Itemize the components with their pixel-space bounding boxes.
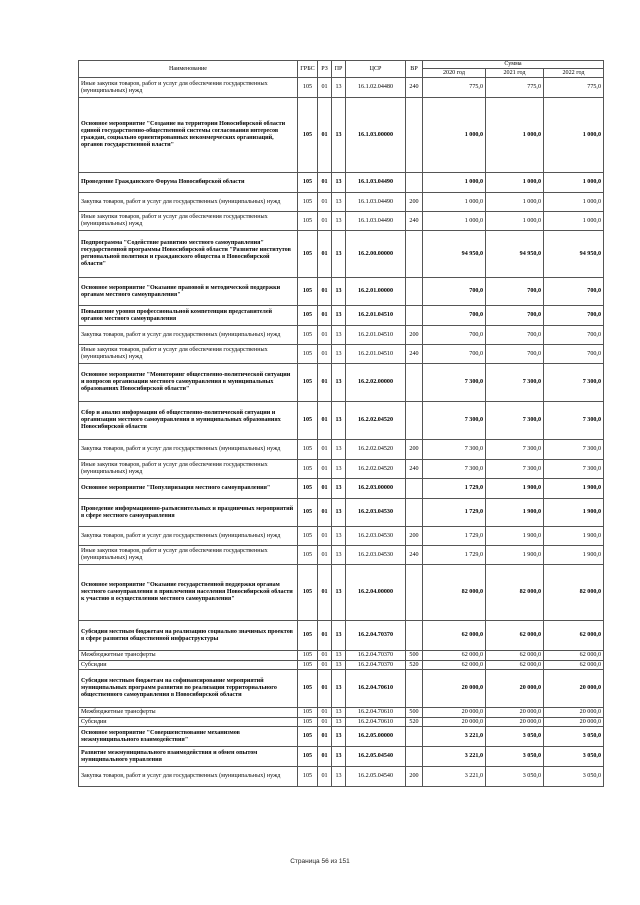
row-amount-2022: 1 900,0 xyxy=(544,546,604,565)
row-amount-2021: 1 900,0 xyxy=(486,527,544,546)
row-amount-2021: 1 900,0 xyxy=(486,546,544,565)
row-amount-2021: 1 000,0 xyxy=(486,212,544,231)
row-name: Основное мероприятие "Оказание государственной поддержки органам местного самоуправления в привлечении населения Новосибирской области к участию в осуществлении местного самоуправления" xyxy=(79,565,298,621)
row-pr: 13 xyxy=(332,98,346,173)
row-csr: 16.2.02.04520 xyxy=(346,440,406,460)
row-csr: 16.2.01.00000 xyxy=(346,278,406,306)
row-pr: 13 xyxy=(332,278,346,306)
row-amount-2021: 3 050,0 xyxy=(486,767,544,787)
row-amount-2021: 94 950,0 xyxy=(486,231,544,278)
row-vr: 520 xyxy=(406,661,423,670)
row-rz: 01 xyxy=(318,173,332,193)
row-amount-2020: 94 950,0 xyxy=(423,231,486,278)
row-amount-2021: 1 000,0 xyxy=(486,193,544,212)
row-vr xyxy=(406,479,423,499)
row-amount-2020: 7 300,0 xyxy=(423,460,486,479)
row-vr: 500 xyxy=(406,651,423,661)
row-rz: 01 xyxy=(318,479,332,499)
row-pr: 13 xyxy=(332,212,346,231)
row-amount-2020: 1 000,0 xyxy=(423,193,486,212)
row-pr: 13 xyxy=(332,460,346,479)
row-vr xyxy=(406,670,423,708)
table-row xyxy=(79,212,604,231)
header-year-2021: 2021 год xyxy=(486,69,544,78)
row-amount-2022: 700,0 xyxy=(544,278,604,306)
budget-sheet xyxy=(78,60,603,787)
row-amount-2020: 775,0 xyxy=(423,78,486,98)
row-name: Основное мероприятие "Создание на территории Новосибирской области единой государственно-общественной системы согласования интересов граждан, социально ориентированных некоммерческих организаций, органов государственной власти" xyxy=(79,98,298,173)
row-rz: 01 xyxy=(318,460,332,479)
row-name: Иные закупки товаров, работ и услуг для обеспечения государственных (муниципальных) нужд xyxy=(79,460,298,479)
row-amount-2020: 62 000,0 xyxy=(423,621,486,651)
row-amount-2021: 3 050,0 xyxy=(486,727,544,747)
row-csr: 16.2.04.70610 xyxy=(346,670,406,708)
row-grbs: 105 xyxy=(298,364,318,402)
row-amount-2020: 1 000,0 xyxy=(423,98,486,173)
row-name: Закупка товаров, работ и услуг для государственных (муниципальных) нужд xyxy=(79,326,298,345)
row-amount-2021: 82 000,0 xyxy=(486,565,544,621)
row-amount-2021: 20 000,0 xyxy=(486,718,544,727)
row-pr: 13 xyxy=(332,78,346,98)
row-name: Подпрограмма "Содействие развитию местного самоуправления" государственной программы Новосибирской области "Развитие институтов региональной политики и гражданского общества в Новосибирской области" xyxy=(79,231,298,278)
row-grbs: 105 xyxy=(298,621,318,651)
row-name: Субсидии местным бюджетам на реализацию социально значимых проектов в сфере развития общественной инфраструктуры xyxy=(79,621,298,651)
row-amount-2021: 20 000,0 xyxy=(486,670,544,708)
table-row xyxy=(79,479,604,499)
table-row xyxy=(79,651,604,661)
row-vr: 240 xyxy=(406,78,423,98)
row-csr: 16.1.03.04490 xyxy=(346,173,406,193)
row-amount-2021: 1 900,0 xyxy=(486,499,544,527)
row-name: Межбюджетные трансферты xyxy=(79,651,298,661)
row-pr: 13 xyxy=(332,479,346,499)
row-csr: 16.2.02.04520 xyxy=(346,402,406,440)
row-amount-2022: 700,0 xyxy=(544,326,604,345)
table-row xyxy=(79,402,604,440)
row-grbs: 105 xyxy=(298,98,318,173)
row-csr: 16.2.04.70370 xyxy=(346,621,406,651)
row-name: Повышение уровня профессиональной компетенции представителей органов местного самоуправления xyxy=(79,306,298,326)
row-pr: 13 xyxy=(332,621,346,651)
row-vr xyxy=(406,727,423,747)
row-csr: 16.2.03.00000 xyxy=(346,479,406,499)
row-rz: 01 xyxy=(318,499,332,527)
row-amount-2020: 82 000,0 xyxy=(423,565,486,621)
row-amount-2020: 3 221,0 xyxy=(423,747,486,767)
row-grbs: 105 xyxy=(298,306,318,326)
table-row xyxy=(79,708,604,718)
row-rz: 01 xyxy=(318,670,332,708)
row-amount-2022: 700,0 xyxy=(544,345,604,364)
row-rz: 01 xyxy=(318,546,332,565)
row-grbs: 105 xyxy=(298,193,318,212)
row-csr: 16.2.04.00000 xyxy=(346,565,406,621)
row-amount-2021: 775,0 xyxy=(486,78,544,98)
row-name: Иные закупки товаров, работ и услуг для обеспечения государственных (муниципальных) нужд xyxy=(79,212,298,231)
row-rz: 01 xyxy=(318,440,332,460)
row-rz: 01 xyxy=(318,651,332,661)
table-row xyxy=(79,193,604,212)
row-amount-2021: 7 300,0 xyxy=(486,402,544,440)
row-name: Субсидии xyxy=(79,661,298,670)
page-number: Страница 56 из 151 xyxy=(290,858,350,865)
row-rz: 01 xyxy=(318,708,332,718)
row-csr: 16.2.05.00000 xyxy=(346,727,406,747)
row-amount-2021: 1 000,0 xyxy=(486,173,544,193)
header-name: Наименование xyxy=(79,61,298,78)
row-vr xyxy=(406,499,423,527)
budget-table xyxy=(78,60,604,787)
row-name: Иные закупки товаров, работ и услуг для обеспечения государственных (муниципальных) нужд xyxy=(79,546,298,565)
row-rz: 01 xyxy=(318,326,332,345)
row-csr: 16.2.00.00000 xyxy=(346,231,406,278)
row-rz: 01 xyxy=(318,278,332,306)
row-vr: 240 xyxy=(406,460,423,479)
row-amount-2020: 3 221,0 xyxy=(423,767,486,787)
row-amount-2022: 1 900,0 xyxy=(544,499,604,527)
row-csr: 16.2.04.70370 xyxy=(346,651,406,661)
row-amount-2022: 7 300,0 xyxy=(544,440,604,460)
row-csr: 16.2.01.04510 xyxy=(346,345,406,364)
row-vr: 200 xyxy=(406,326,423,345)
row-amount-2020: 1 729,0 xyxy=(423,499,486,527)
row-grbs: 105 xyxy=(298,345,318,364)
row-amount-2022: 1 900,0 xyxy=(544,479,604,499)
row-name: Проведение Гражданского Форума Новосибирской области xyxy=(79,173,298,193)
row-amount-2021: 62 000,0 xyxy=(486,651,544,661)
row-rz: 01 xyxy=(318,565,332,621)
row-grbs: 105 xyxy=(298,402,318,440)
table-row xyxy=(79,527,604,546)
row-rz: 01 xyxy=(318,527,332,546)
row-vr xyxy=(406,364,423,402)
row-amount-2021: 1 000,0 xyxy=(486,98,544,173)
row-amount-2022: 82 000,0 xyxy=(544,565,604,621)
row-vr xyxy=(406,306,423,326)
row-pr: 13 xyxy=(332,546,346,565)
row-rz: 01 xyxy=(318,621,332,651)
header-pr: ПР xyxy=(332,61,346,78)
row-amount-2022: 7 300,0 xyxy=(544,402,604,440)
row-amount-2020: 7 300,0 xyxy=(423,440,486,460)
row-vr xyxy=(406,231,423,278)
row-amount-2021: 700,0 xyxy=(486,278,544,306)
row-grbs: 105 xyxy=(298,527,318,546)
row-csr: 16.2.04.70610 xyxy=(346,718,406,727)
table-row xyxy=(79,306,604,326)
row-csr: 16.2.04.70370 xyxy=(346,661,406,670)
row-amount-2021: 7 300,0 xyxy=(486,364,544,402)
row-amount-2022: 1 000,0 xyxy=(544,173,604,193)
row-grbs: 105 xyxy=(298,747,318,767)
row-pr: 13 xyxy=(332,718,346,727)
row-pr: 13 xyxy=(332,231,346,278)
row-amount-2022: 20 000,0 xyxy=(544,670,604,708)
row-pr: 13 xyxy=(332,173,346,193)
row-amount-2020: 3 221,0 xyxy=(423,727,486,747)
row-name: Закупка товаров, работ и услуг для государственных (муниципальных) нужд xyxy=(79,440,298,460)
row-amount-2021: 7 300,0 xyxy=(486,460,544,479)
header-rz: РЗ xyxy=(318,61,332,78)
row-pr: 13 xyxy=(332,364,346,402)
row-amount-2020: 7 300,0 xyxy=(423,364,486,402)
row-csr: 16.1.03.00000 xyxy=(346,98,406,173)
table-row xyxy=(79,718,604,727)
row-pr: 13 xyxy=(332,440,346,460)
row-amount-2020: 700,0 xyxy=(423,306,486,326)
row-grbs: 105 xyxy=(298,670,318,708)
row-rz: 01 xyxy=(318,193,332,212)
row-rz: 01 xyxy=(318,661,332,670)
row-vr: 240 xyxy=(406,345,423,364)
row-amount-2020: 700,0 xyxy=(423,345,486,364)
row-name: Основное мероприятие "Совершенствование механизмов межмуниципального взаимодействия" xyxy=(79,727,298,747)
row-pr: 13 xyxy=(332,565,346,621)
row-amount-2022: 62 000,0 xyxy=(544,651,604,661)
table-row xyxy=(79,661,604,670)
row-csr: 16.2.05.04540 xyxy=(346,747,406,767)
table-row xyxy=(79,98,604,173)
row-vr xyxy=(406,565,423,621)
row-vr: 240 xyxy=(406,212,423,231)
row-amount-2022: 775,0 xyxy=(544,78,604,98)
row-amount-2022: 1 900,0 xyxy=(544,527,604,546)
row-pr: 13 xyxy=(332,670,346,708)
table-body xyxy=(79,78,604,787)
row-pr: 13 xyxy=(332,193,346,212)
row-grbs: 105 xyxy=(298,440,318,460)
row-amount-2021: 7 300,0 xyxy=(486,440,544,460)
row-rz: 01 xyxy=(318,364,332,402)
header-csr: ЦСР xyxy=(346,61,406,78)
row-csr: 16.2.01.04510 xyxy=(346,306,406,326)
header-grbs: ГРБС xyxy=(298,61,318,78)
row-amount-2021: 62 000,0 xyxy=(486,621,544,651)
row-csr: 16.2.03.04530 xyxy=(346,527,406,546)
table-row xyxy=(79,747,604,767)
row-pr: 13 xyxy=(332,651,346,661)
row-amount-2020: 1 729,0 xyxy=(423,546,486,565)
row-amount-2021: 20 000,0 xyxy=(486,708,544,718)
row-rz: 01 xyxy=(318,98,332,173)
row-vr xyxy=(406,98,423,173)
row-amount-2020: 700,0 xyxy=(423,326,486,345)
row-amount-2021: 1 900,0 xyxy=(486,479,544,499)
row-pr: 13 xyxy=(332,747,346,767)
row-amount-2022: 94 950,0 xyxy=(544,231,604,278)
row-amount-2020: 20 000,0 xyxy=(423,708,486,718)
row-grbs: 105 xyxy=(298,651,318,661)
row-rz: 01 xyxy=(318,212,332,231)
row-name: Сбор и анализ информации об общественно-политической ситуации и организации местного самоуправления в муниципальных образованиях Новосибирской области xyxy=(79,402,298,440)
row-amount-2021: 3 050,0 xyxy=(486,747,544,767)
header-year-2022: 2022 год xyxy=(544,69,604,78)
row-vr xyxy=(406,621,423,651)
row-amount-2021: 700,0 xyxy=(486,326,544,345)
row-rz: 01 xyxy=(318,767,332,787)
table-row xyxy=(79,546,604,565)
row-vr: 200 xyxy=(406,193,423,212)
row-pr: 13 xyxy=(332,767,346,787)
row-grbs: 105 xyxy=(298,546,318,565)
table-row xyxy=(79,670,604,708)
row-name: Закупка товаров, работ и услуг для государственных (муниципальных) нужд xyxy=(79,193,298,212)
row-amount-2021: 62 000,0 xyxy=(486,661,544,670)
row-vr: 500 xyxy=(406,708,423,718)
row-vr xyxy=(406,402,423,440)
row-amount-2022: 1 000,0 xyxy=(544,212,604,231)
table-row xyxy=(79,278,604,306)
row-amount-2022: 62 000,0 xyxy=(544,661,604,670)
table-header xyxy=(79,61,604,78)
row-pr: 13 xyxy=(332,727,346,747)
row-csr: 16.1.02.04480 xyxy=(346,78,406,98)
row-rz: 01 xyxy=(318,231,332,278)
row-grbs: 105 xyxy=(298,460,318,479)
row-amount-2021: 700,0 xyxy=(486,306,544,326)
row-amount-2022: 3 050,0 xyxy=(544,767,604,787)
row-csr: 16.2.03.04530 xyxy=(346,546,406,565)
row-vr: 200 xyxy=(406,767,423,787)
row-grbs: 105 xyxy=(298,727,318,747)
row-amount-2022: 20 000,0 xyxy=(544,708,604,718)
row-grbs: 105 xyxy=(298,479,318,499)
row-amount-2022: 3 050,0 xyxy=(544,747,604,767)
row-grbs: 105 xyxy=(298,767,318,787)
row-pr: 13 xyxy=(332,527,346,546)
row-amount-2022: 1 000,0 xyxy=(544,98,604,173)
table-row xyxy=(79,460,604,479)
row-name: Закупка товаров, работ и услуг для государственных (муниципальных) нужд xyxy=(79,767,298,787)
table-row xyxy=(79,326,604,345)
row-name: Межбюджетные трансферты xyxy=(79,708,298,718)
row-name: Субсидии местным бюджетам на софинансирование мероприятий муниципальных программ развития по реализации территориального общественного самоуправления в Новосибирской области xyxy=(79,670,298,708)
row-grbs: 105 xyxy=(298,278,318,306)
table-row xyxy=(79,231,604,278)
row-amount-2022: 3 050,0 xyxy=(544,727,604,747)
table-row xyxy=(79,499,604,527)
row-grbs: 105 xyxy=(298,326,318,345)
row-rz: 01 xyxy=(318,718,332,727)
row-name: Основное мероприятие "Мониторинг общественно-политической ситуации и вопросов организации местного самоуправления в муниципальных образованиях Новосибирской области" xyxy=(79,364,298,402)
row-csr: 16.2.04.70610 xyxy=(346,708,406,718)
row-amount-2020: 1 000,0 xyxy=(423,212,486,231)
table-row xyxy=(79,364,604,402)
row-amount-2020: 1 000,0 xyxy=(423,173,486,193)
row-name: Иные закупки товаров, работ и услуг для обеспечения государственных (муниципальных) нужд xyxy=(79,78,298,98)
row-name: Основное мероприятие "Популяризация местного самоуправления" xyxy=(79,479,298,499)
row-rz: 01 xyxy=(318,306,332,326)
row-name: Закупка товаров, работ и услуг для государственных (муниципальных) нужд xyxy=(79,527,298,546)
row-amount-2020: 20 000,0 xyxy=(423,670,486,708)
row-name: Иные закупки товаров, работ и услуг для обеспечения государственных (муниципальных) нужд xyxy=(79,345,298,364)
header-vr: ВР xyxy=(406,61,423,78)
row-vr xyxy=(406,747,423,767)
row-amount-2020: 1 729,0 xyxy=(423,479,486,499)
row-vr: 240 xyxy=(406,546,423,565)
row-vr xyxy=(406,278,423,306)
table-row xyxy=(79,345,604,364)
header-year-2020: 2020 год xyxy=(423,69,486,78)
table-row xyxy=(79,173,604,193)
header-sum: Сумма xyxy=(423,61,604,69)
row-name: Проведение информационно-разъяснительных и праздничных мероприятий в сфере местного самоуправления xyxy=(79,499,298,527)
row-pr: 13 xyxy=(332,326,346,345)
row-vr: 200 xyxy=(406,527,423,546)
row-amount-2020: 20 000,0 xyxy=(423,718,486,727)
row-amount-2022: 62 000,0 xyxy=(544,621,604,651)
row-pr: 13 xyxy=(332,402,346,440)
row-vr: 520 xyxy=(406,718,423,727)
row-grbs: 105 xyxy=(298,708,318,718)
row-pr: 13 xyxy=(332,345,346,364)
row-pr: 13 xyxy=(332,661,346,670)
table-row xyxy=(79,767,604,787)
row-csr: 16.2.02.00000 xyxy=(346,364,406,402)
row-rz: 01 xyxy=(318,747,332,767)
row-vr xyxy=(406,173,423,193)
row-name: Основное мероприятие "Оказание правовой и методической поддержки органам местного самоуправления" xyxy=(79,278,298,306)
row-amount-2020: 62 000,0 xyxy=(423,661,486,670)
row-grbs: 105 xyxy=(298,565,318,621)
row-pr: 13 xyxy=(332,306,346,326)
row-grbs: 105 xyxy=(298,212,318,231)
row-name: Субсидии xyxy=(79,718,298,727)
row-pr: 13 xyxy=(332,499,346,527)
row-grbs: 105 xyxy=(298,173,318,193)
row-csr: 16.2.02.04520 xyxy=(346,460,406,479)
row-amount-2020: 7 300,0 xyxy=(423,402,486,440)
row-amount-2020: 62 000,0 xyxy=(423,651,486,661)
table-row xyxy=(79,440,604,460)
table-row xyxy=(79,727,604,747)
table-row xyxy=(79,78,604,98)
row-grbs: 105 xyxy=(298,661,318,670)
row-csr: 16.2.05.04540 xyxy=(346,767,406,787)
table-row xyxy=(79,565,604,621)
row-amount-2020: 700,0 xyxy=(423,278,486,306)
row-pr: 13 xyxy=(332,708,346,718)
row-grbs: 105 xyxy=(298,499,318,527)
row-rz: 01 xyxy=(318,78,332,98)
row-amount-2022: 7 300,0 xyxy=(544,460,604,479)
row-rz: 01 xyxy=(318,345,332,364)
row-csr: 16.1.03.04490 xyxy=(346,212,406,231)
row-grbs: 105 xyxy=(298,718,318,727)
row-csr: 16.2.03.04530 xyxy=(346,499,406,527)
row-amount-2022: 20 000,0 xyxy=(544,718,604,727)
row-grbs: 105 xyxy=(298,78,318,98)
row-amount-2021: 700,0 xyxy=(486,345,544,364)
row-amount-2022: 1 000,0 xyxy=(544,193,604,212)
row-grbs: 105 xyxy=(298,231,318,278)
row-csr: 16.2.01.04510 xyxy=(346,326,406,345)
row-rz: 01 xyxy=(318,727,332,747)
row-csr: 16.1.03.04490 xyxy=(346,193,406,212)
table-row xyxy=(79,621,604,651)
row-amount-2022: 7 300,0 xyxy=(544,364,604,402)
row-vr: 200 xyxy=(406,440,423,460)
row-amount-2020: 1 729,0 xyxy=(423,527,486,546)
row-rz: 01 xyxy=(318,402,332,440)
row-amount-2022: 700,0 xyxy=(544,306,604,326)
row-name: Развитие межмуниципального взаимодействия и обмен опытом муниципального управления xyxy=(79,747,298,767)
